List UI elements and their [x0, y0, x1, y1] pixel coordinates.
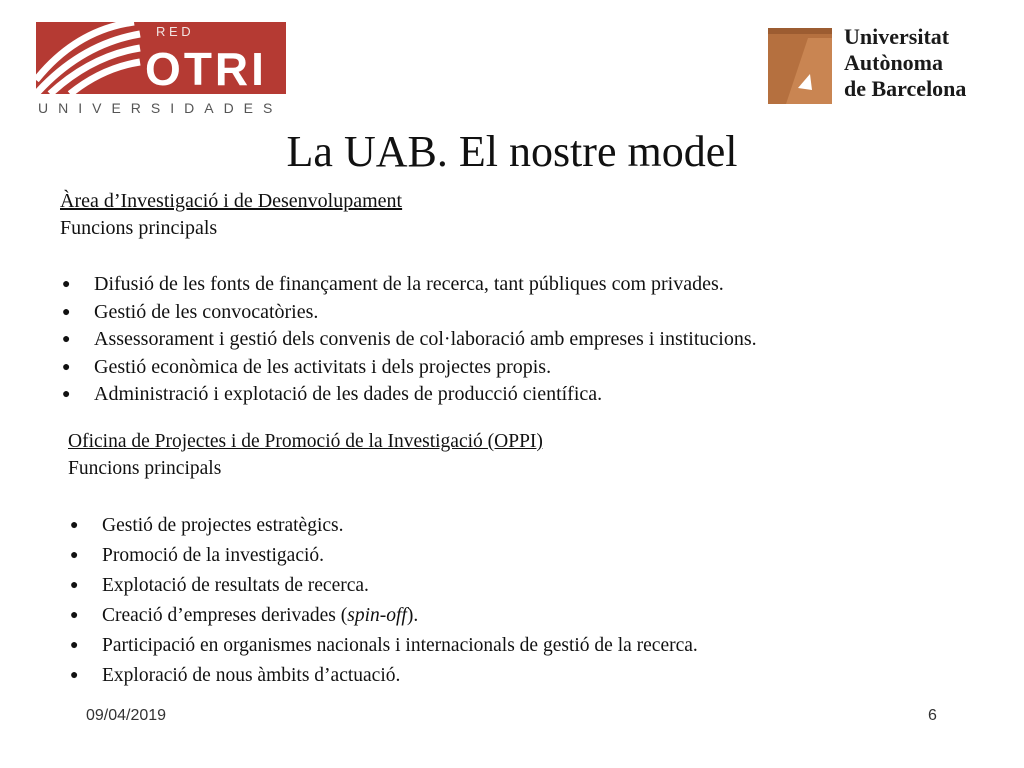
list-item-text: Gestió de projectes estratègics. [102, 515, 344, 536]
uab-line-1: Universitat [844, 24, 950, 49]
bullet-icon: ● [70, 548, 79, 563]
bullet-icon: ● [62, 304, 71, 320]
otri-red-label: R E D [156, 24, 191, 39]
list-item [60, 381, 757, 409]
bullet-icon: ● [70, 638, 79, 653]
list-item [60, 354, 757, 382]
slide-title: La UAB. El nostre model [286, 127, 738, 176]
section-subheading: Funcions principals [68, 458, 222, 479]
list-item-text: Difusió de les fonts de finançament de la recerca, tant públiques com privades. [94, 273, 724, 295]
list-item [60, 271, 757, 299]
list-item-text: Gestió de les convocatòries. [94, 300, 319, 323]
list-item [60, 299, 757, 327]
bullet-icon: ● [70, 608, 79, 623]
list-item-text: Administració i explotació de les dades de producció científica. [94, 383, 603, 405]
list-item-text-end: ). [406, 605, 419, 626]
list-item-text: Explotació de resultats de recerca. [102, 575, 369, 596]
list-item [68, 541, 698, 571]
section-heading: Àrea d’Investigació i de Desenvolupament [60, 190, 403, 212]
bullet-icon: ● [70, 668, 79, 683]
uab-line-2: Autònoma [844, 50, 944, 75]
list-item-text: Exploració de nous àmbits d’actuació. [102, 665, 401, 686]
page-number: 6 [928, 707, 937, 724]
list-item [68, 661, 698, 691]
list-item [60, 326, 757, 354]
bullet-icon: ● [62, 387, 71, 402]
section-area-investigacio [60, 188, 757, 409]
uab-emblem-icon [768, 28, 832, 104]
bullet-icon: ● [62, 359, 71, 375]
bullet-icon: ● [62, 332, 71, 347]
list-item-italic: spin-off [347, 605, 407, 626]
otri-name: OTRI [145, 43, 267, 94]
otri-universidades: UNIVERSIDADES [38, 100, 283, 116]
bullet-icon: ● [70, 578, 79, 593]
list-item [68, 631, 698, 661]
list-item-text: Gestió econòmica de les activitats i dels projectes propis. [94, 355, 552, 378]
uab-wordmark [844, 24, 966, 102]
uab-logo [768, 24, 988, 108]
list-item [68, 571, 698, 601]
section-oppi [68, 428, 698, 691]
bullet-icon: ● [62, 277, 71, 292]
section-heading: Oficina de Projectes i de Promoció de la Investigació (OPPI) [68, 431, 543, 452]
otri-red-text [156, 24, 282, 39]
list-item-text: Assessorament i gestió dels convenis de col·laboració amb empreses i institucions. [94, 328, 757, 350]
footer-date: 09/04/2019 [86, 707, 167, 724]
list-item-text: Creació d’empreses derivades ( [102, 605, 348, 626]
list-item [68, 601, 698, 631]
list-item-text: Participació en organismes nacionals i internacionals de gestió de la recerca. [102, 635, 698, 656]
uab-line-3: de Barcelona [844, 76, 967, 101]
section-subheading: Funcions principals [60, 217, 218, 239]
bullet-icon: ● [70, 518, 79, 533]
list-item [68, 511, 698, 541]
otri-logo [36, 22, 292, 122]
bullet-list [60, 271, 757, 409]
bullet-list [68, 511, 698, 691]
otri-logo-mark [36, 22, 286, 94]
list-item-text: Promoció de la investigació. [102, 545, 325, 566]
